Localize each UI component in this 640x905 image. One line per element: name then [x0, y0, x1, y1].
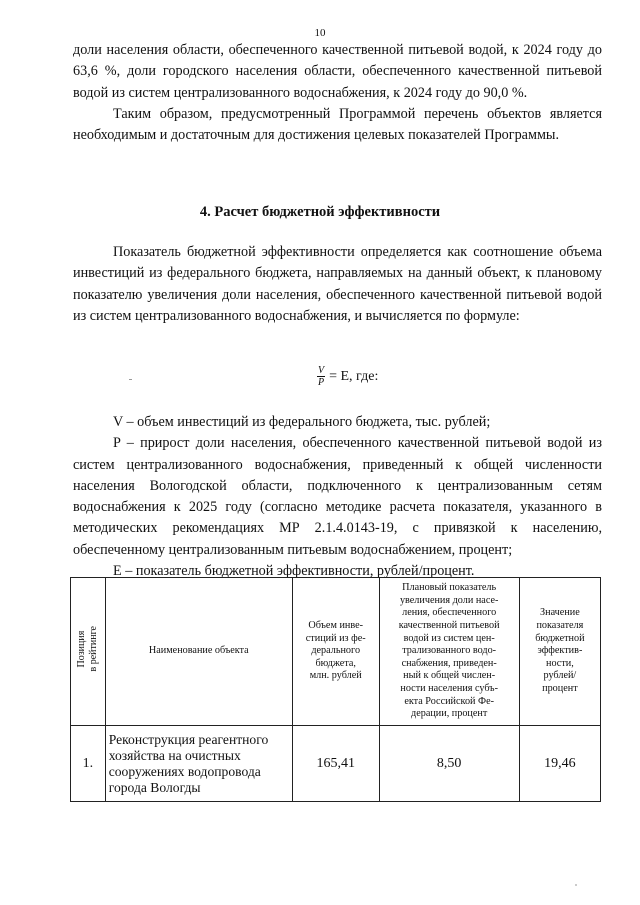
row-planned: 8,50	[379, 726, 519, 802]
section-heading: 4. Расчет бюджетной эффективности	[199, 204, 441, 220]
table-header-row	[71, 578, 601, 726]
header-planned: Плановый показатель увеличения доли насе- ления, обеспеченного качественной питьевой водой из систем цен- трализованного водо- снабжения, приведен- ный к общей числен- ности населения субъ- екта Российской Фе- дерации, процент	[379, 578, 519, 726]
row-volume: 165,41	[292, 726, 379, 802]
page-number: 10	[314, 27, 326, 39]
definition-e: E – показатель бюджетной эффективности, рублей/процент.	[113, 563, 475, 580]
row-value: 19,46	[519, 726, 600, 802]
efficiency-table	[70, 577, 601, 802]
table-row	[71, 726, 601, 802]
header-volume: Объем инве- стиций из фе- дерального бюджета, млн. рублей	[292, 578, 379, 726]
formula-fraction	[317, 365, 325, 388]
paragraph-conclusion: Таким образом, предусмотренный Программой перечень объектов является необходимым и достаточным для достижения целевых показателей Программы.	[73, 105, 602, 144]
formula	[317, 365, 378, 388]
definition-p: P – прирост доли населения, обеспеченного качественной питьевой водой из систем централизованного водоснабжения, приведенный к общей численности населения Вологодской области, подключенного к централизованным сетям водоснабжения к 2025 году (согласно методике расчета показателя, указанного в методических рекомендациях МР 2.1.4.0143-19, с привязкой к населению, обеспеченному централизованным питьевым водоснабжением, процент;	[73, 435, 602, 558]
header-name: Наименование объекта	[105, 578, 292, 726]
row-position: 1.	[71, 726, 106, 802]
formula-rest: = E, где:	[329, 368, 379, 384]
header-value: Значение показателя бюджетной эффектив- ности, рублей/ процент	[519, 578, 600, 726]
definitions	[73, 412, 602, 582]
formula-denominator: P	[318, 377, 325, 388]
header-position: Позиция в рейтинге	[71, 578, 106, 726]
paragraph-target-indicators: доли населения области, обеспеченного качественной питьевой водой, к 2024 году до 63,6 %, доли городского населения области, обеспеченного качественной питьевой водой из систем централизованного водоснабжения, к 2024 году до 90,0 %.	[73, 42, 602, 101]
row-name: Реконструкция реагентного хозяйства на очистных сооружениях водопровода города Вологды	[105, 726, 292, 802]
scan-dot	[575, 884, 577, 886]
paragraph-intro: Показатель бюджетной эффективности определяется как соотношение объема инвестиций из федерального бюджета, направляемых на данный объект, к плановому показателю увеличения доли населения, обеспеченного качественной питьевой водой из систем централизованного водоснабжения, и вычисляется по формуле:	[73, 244, 602, 324]
scan-mark	[129, 379, 132, 380]
continuation-text	[73, 40, 602, 146]
section-intro	[73, 242, 602, 327]
definition-v: V – объем инвестиций из федерального бюджета, тыс. рублей;	[113, 414, 491, 430]
formula-numerator: V	[318, 365, 325, 376]
